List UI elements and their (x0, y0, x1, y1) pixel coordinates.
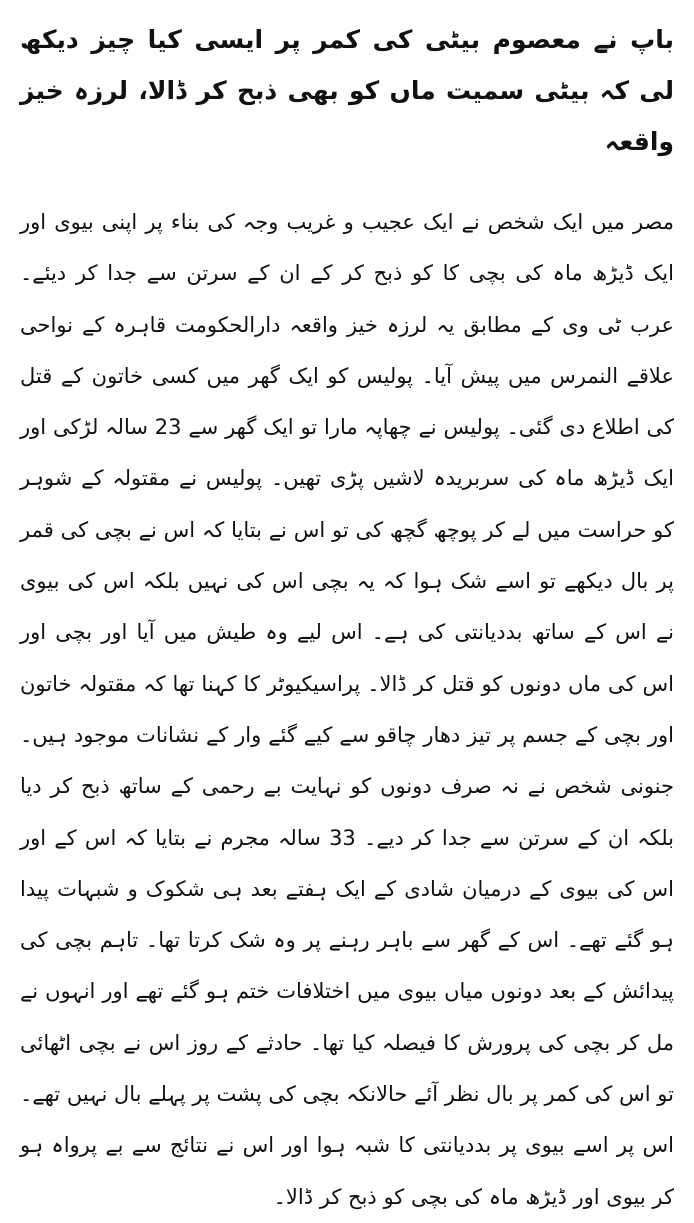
article (20, 14, 674, 1223)
article-headline: باپ نے معصوم بیٹی کی کمر پر ایسی کیا چیز دیکھ لی کہ بیٹی سمیت ماں کو بھی ذبح کر ڈالا، لرزہ خیز واقعہ (20, 25, 674, 156)
article-body: مصر میں ایک شخص نے ایک عجیب و غریب وجہ کی بناء پر اپنی بیوی اور ایک ڈیڑھ ماہ کی بچی کا کو ذبح کر کے ان کے سرتن سے جدا کر دیئے۔ عرب ٹی وی کے مطابق یہ لرزہ خیز واقعہ دارالحکومت قاہرہ کے نواحی علاقے النمرس میں پیش آیا۔ پولیس کو ایک گھر میں کسی خاتون کے قتل کی اطلاع دی گئی۔ پولیس نے چھاپہ مارا تو ایک گھر سے 23 سالہ لڑکی اور ایک ڈیڑھ ماہ کی سربریدہ لاشیں پڑی تھیں۔ پولیس نے مقتولہ کے شوہر کو حراست میں لے کر پوچھ گچھ کی تو اس نے بتایا کہ اس نے بچی کی قمر پر بال دیکھے تو اسے شک ہوا کہ یہ بچی اس کی نہیں بلکہ اس کی بیوی نے اس کے ساتھ بددیانتی کی ہے۔ اس لیے وہ طیش میں آیا اور بچی اور اس کی ماں دونوں کو قتل کر ڈالا۔ پراسیکیوٹر کا کہنا تھا کہ مقتولہ خاتون اور بچی کے جسم پر تیز دھار چاقو سے کیے گئے وار کے نشانات موجود ہیں۔ جنونی شخص نے نہ صرف دونوں کو نہایت بے رحمی کے ساتھ ذبح کر دیا بلکہ ان کے سرتن سے جدا کر دیے۔ 33 سالہ مجرم نے بتایا کہ اس کے اور اس کی بیوی کے درمیان شادی کے ایک ہفتے بعد ہی شکوک و شبہات پیدا ہو گئے تھے۔ اس کے گھر سے باہر رہنے پر وہ شک کرتا تھا۔ تاہم بچی کی پیدائش کے بعد دونوں میاں بیوی میں اختلافات ختم ہو گئے تھے اور انہوں نے مل کر بچی کی پرورش کا فیصلہ کیا تھا۔ حادثے کے روز اس نے بچی اٹھائی تو اس کی کمر پر بال نظر آئے حالانکہ بچی کی پشت پر پہلے بال نہیں تھے۔ اس پر اسے بیوی پر بددیانتی کا شبہ ہوا اور اس نے نتائج سے بے پرواہ ہو کر بیوی اور ڈیڑھ ماہ کی بچی کو ذبح کر ڈالا۔ (20, 210, 674, 1209)
